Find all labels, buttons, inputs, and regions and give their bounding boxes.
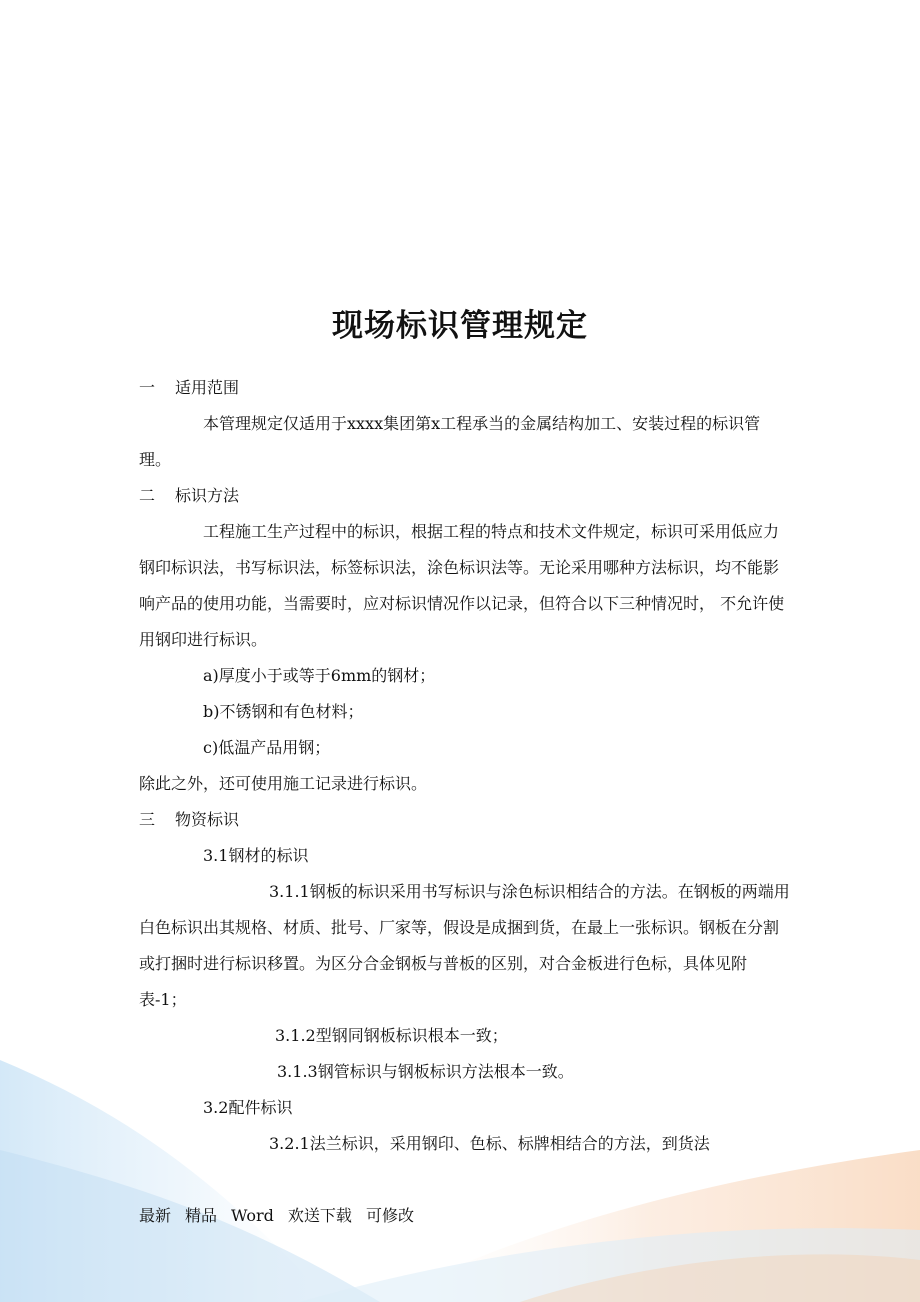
subsection-heading: 3.1钢材的标识 — [203, 846, 309, 865]
list-item: c)低温产品用钢； — [203, 738, 331, 757]
footer-item: 精品 — [185, 1206, 218, 1225]
footer-item: Word — [231, 1206, 274, 1225]
footer-item: 最新 — [139, 1206, 172, 1225]
paragraph: 3.2.1法兰标识，采用钢印、色标、标牌相结合的方法，到货法 — [269, 1134, 710, 1153]
paragraph: 3.1.3钢管标识与钢板标识方法根本一致。 — [277, 1062, 574, 1081]
section-title: 适用范围 — [175, 378, 240, 397]
subsection-heading: 3.2配件标识 — [203, 1098, 293, 1117]
list-item: a)厚度小于或等于6mm的钢材； — [203, 666, 436, 685]
section-number: 一 — [139, 378, 156, 397]
section-heading — [139, 478, 791, 514]
footer-item: 欢送下载 — [287, 1206, 352, 1225]
list-item: b)不锈钢和有色材料； — [203, 702, 364, 721]
paragraph: 本管理规定仅适用于xxxx集团第x工程承当的金属结构加工、安装过程的标识管理。 — [139, 414, 761, 469]
paragraph: 3.1.2型钢同钢板标识根本一致； — [275, 1026, 508, 1045]
paragraph: 3.1.1钢板的标识采用书写标识与涂色标识相结合的方法。在钢板的两端用白色标识出其规格、材质、批号、厂家等，假设是成捆到货，在最上一张标识。钢板在分割或打捆时进行标识移置。为区分合金钢板与普板的区别，对合金板进行色标，具体见附表-1； — [139, 882, 790, 1009]
section-heading — [139, 802, 791, 838]
document-body — [139, 370, 791, 1162]
section-title: 标识方法 — [175, 486, 240, 505]
section-number: 三 — [139, 810, 156, 829]
paragraph: 工程施工生产过程中的标识，根据工程的特点和技术文件规定，标识可采用低应力钢印标识法，书写标识法，标签标识法，涂色标识法等。无论采用哪种方法标识，均不能影响产品的使用功能，当需要时，应对标识情况作以记录，但符合以下三种情况时， 不允许使用钢印进行标识。 — [139, 522, 785, 649]
footer-item: 可修改 — [365, 1206, 414, 1225]
page-footer — [139, 1203, 428, 1226]
section-number: 二 — [139, 486, 156, 505]
document-title: 现场标识管理规定 — [332, 308, 588, 344]
paragraph: 除此之外，还可使用施工记录进行标识。 — [139, 774, 428, 793]
section-title: 物资标识 — [175, 810, 240, 829]
section-heading — [139, 370, 791, 406]
